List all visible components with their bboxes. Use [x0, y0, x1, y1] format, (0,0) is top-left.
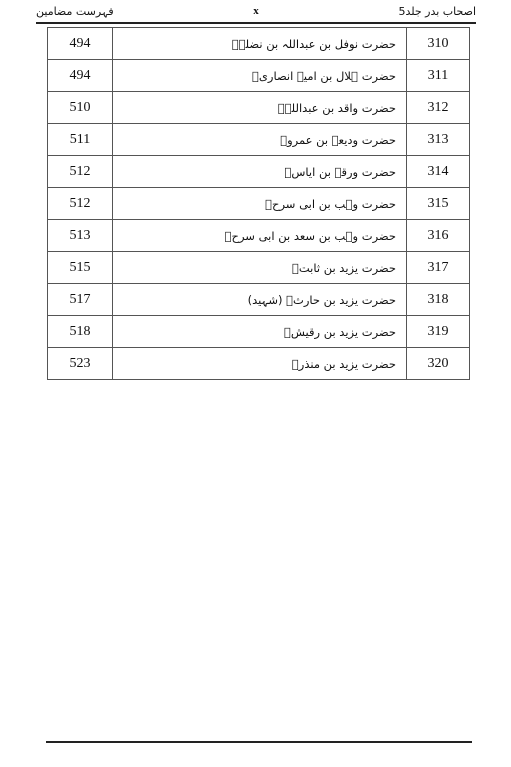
page-header	[36, 0, 476, 24]
table-row	[48, 316, 470, 348]
page-number-cell: 523	[48, 348, 113, 380]
entry-number-cell: 310	[407, 28, 470, 60]
entry-title-cell: حضرت یزید بن حارثؓ (شہید)	[113, 284, 407, 316]
entry-title-cell: حضرت وہب بن ابی سرحؓ	[113, 188, 407, 220]
page-number-cell: 518	[48, 316, 113, 348]
entry-title-cell: حضرت یزید بن منذرؓ	[113, 348, 407, 380]
table-row	[48, 60, 470, 92]
page-number-cell: 512	[48, 188, 113, 220]
table-row	[48, 348, 470, 380]
table-row	[48, 156, 470, 188]
table-row	[48, 220, 470, 252]
table-row	[48, 188, 470, 220]
page-number-cell: 511	[48, 124, 113, 156]
page-number-cell: 512	[48, 156, 113, 188]
contents-table	[47, 27, 470, 380]
entry-number-cell: 320	[407, 348, 470, 380]
entry-number-cell: 311	[407, 60, 470, 92]
entry-number-cell: 319	[407, 316, 470, 348]
entry-number-cell: 312	[407, 92, 470, 124]
entry-number-cell: 316	[407, 220, 470, 252]
entry-number-cell: 315	[407, 188, 470, 220]
table-row	[48, 124, 470, 156]
page-number-cell: 494	[48, 60, 113, 92]
entry-number-cell: 318	[407, 284, 470, 316]
entry-title-cell: حضرت واقد بن عبداللہؓ	[113, 92, 407, 124]
entry-number-cell: 317	[407, 252, 470, 284]
page-number-cell: 515	[48, 252, 113, 284]
entry-title-cell: حضرت یزید بن رقیشؓ	[113, 316, 407, 348]
table-row	[48, 284, 470, 316]
entry-title-cell: حضرت نوفل بن عبداللہ بن نضلہؓ	[113, 28, 407, 60]
page-number-cell: 513	[48, 220, 113, 252]
entry-title-cell: حضرت ودیعہ بن عمروؓ	[113, 124, 407, 156]
page-number-cell: 517	[48, 284, 113, 316]
footer-rule	[46, 741, 472, 743]
entry-title-cell: حضرت یزید بن ثابتؓ	[113, 252, 407, 284]
page-number-cell: 510	[48, 92, 113, 124]
header-section-title: فہرست مضامین	[36, 4, 114, 18]
table-row	[48, 28, 470, 60]
header-book-title: اصحاب بدر جلد5	[398, 4, 476, 18]
entry-title-cell: حضرت ورقہ بن ایاسؓ	[113, 156, 407, 188]
table-row	[48, 92, 470, 124]
entry-number-cell: 313	[407, 124, 470, 156]
entry-title-cell: حضرت وہب بن سعد بن ابی سرحؓ	[113, 220, 407, 252]
page-number-cell: 494	[48, 28, 113, 60]
header-page-number: x	[253, 5, 259, 17]
entry-title-cell: حضرت ہلال بن امیہ انصاریؓ	[113, 60, 407, 92]
entry-number-cell: 314	[407, 156, 470, 188]
table-row	[48, 252, 470, 284]
